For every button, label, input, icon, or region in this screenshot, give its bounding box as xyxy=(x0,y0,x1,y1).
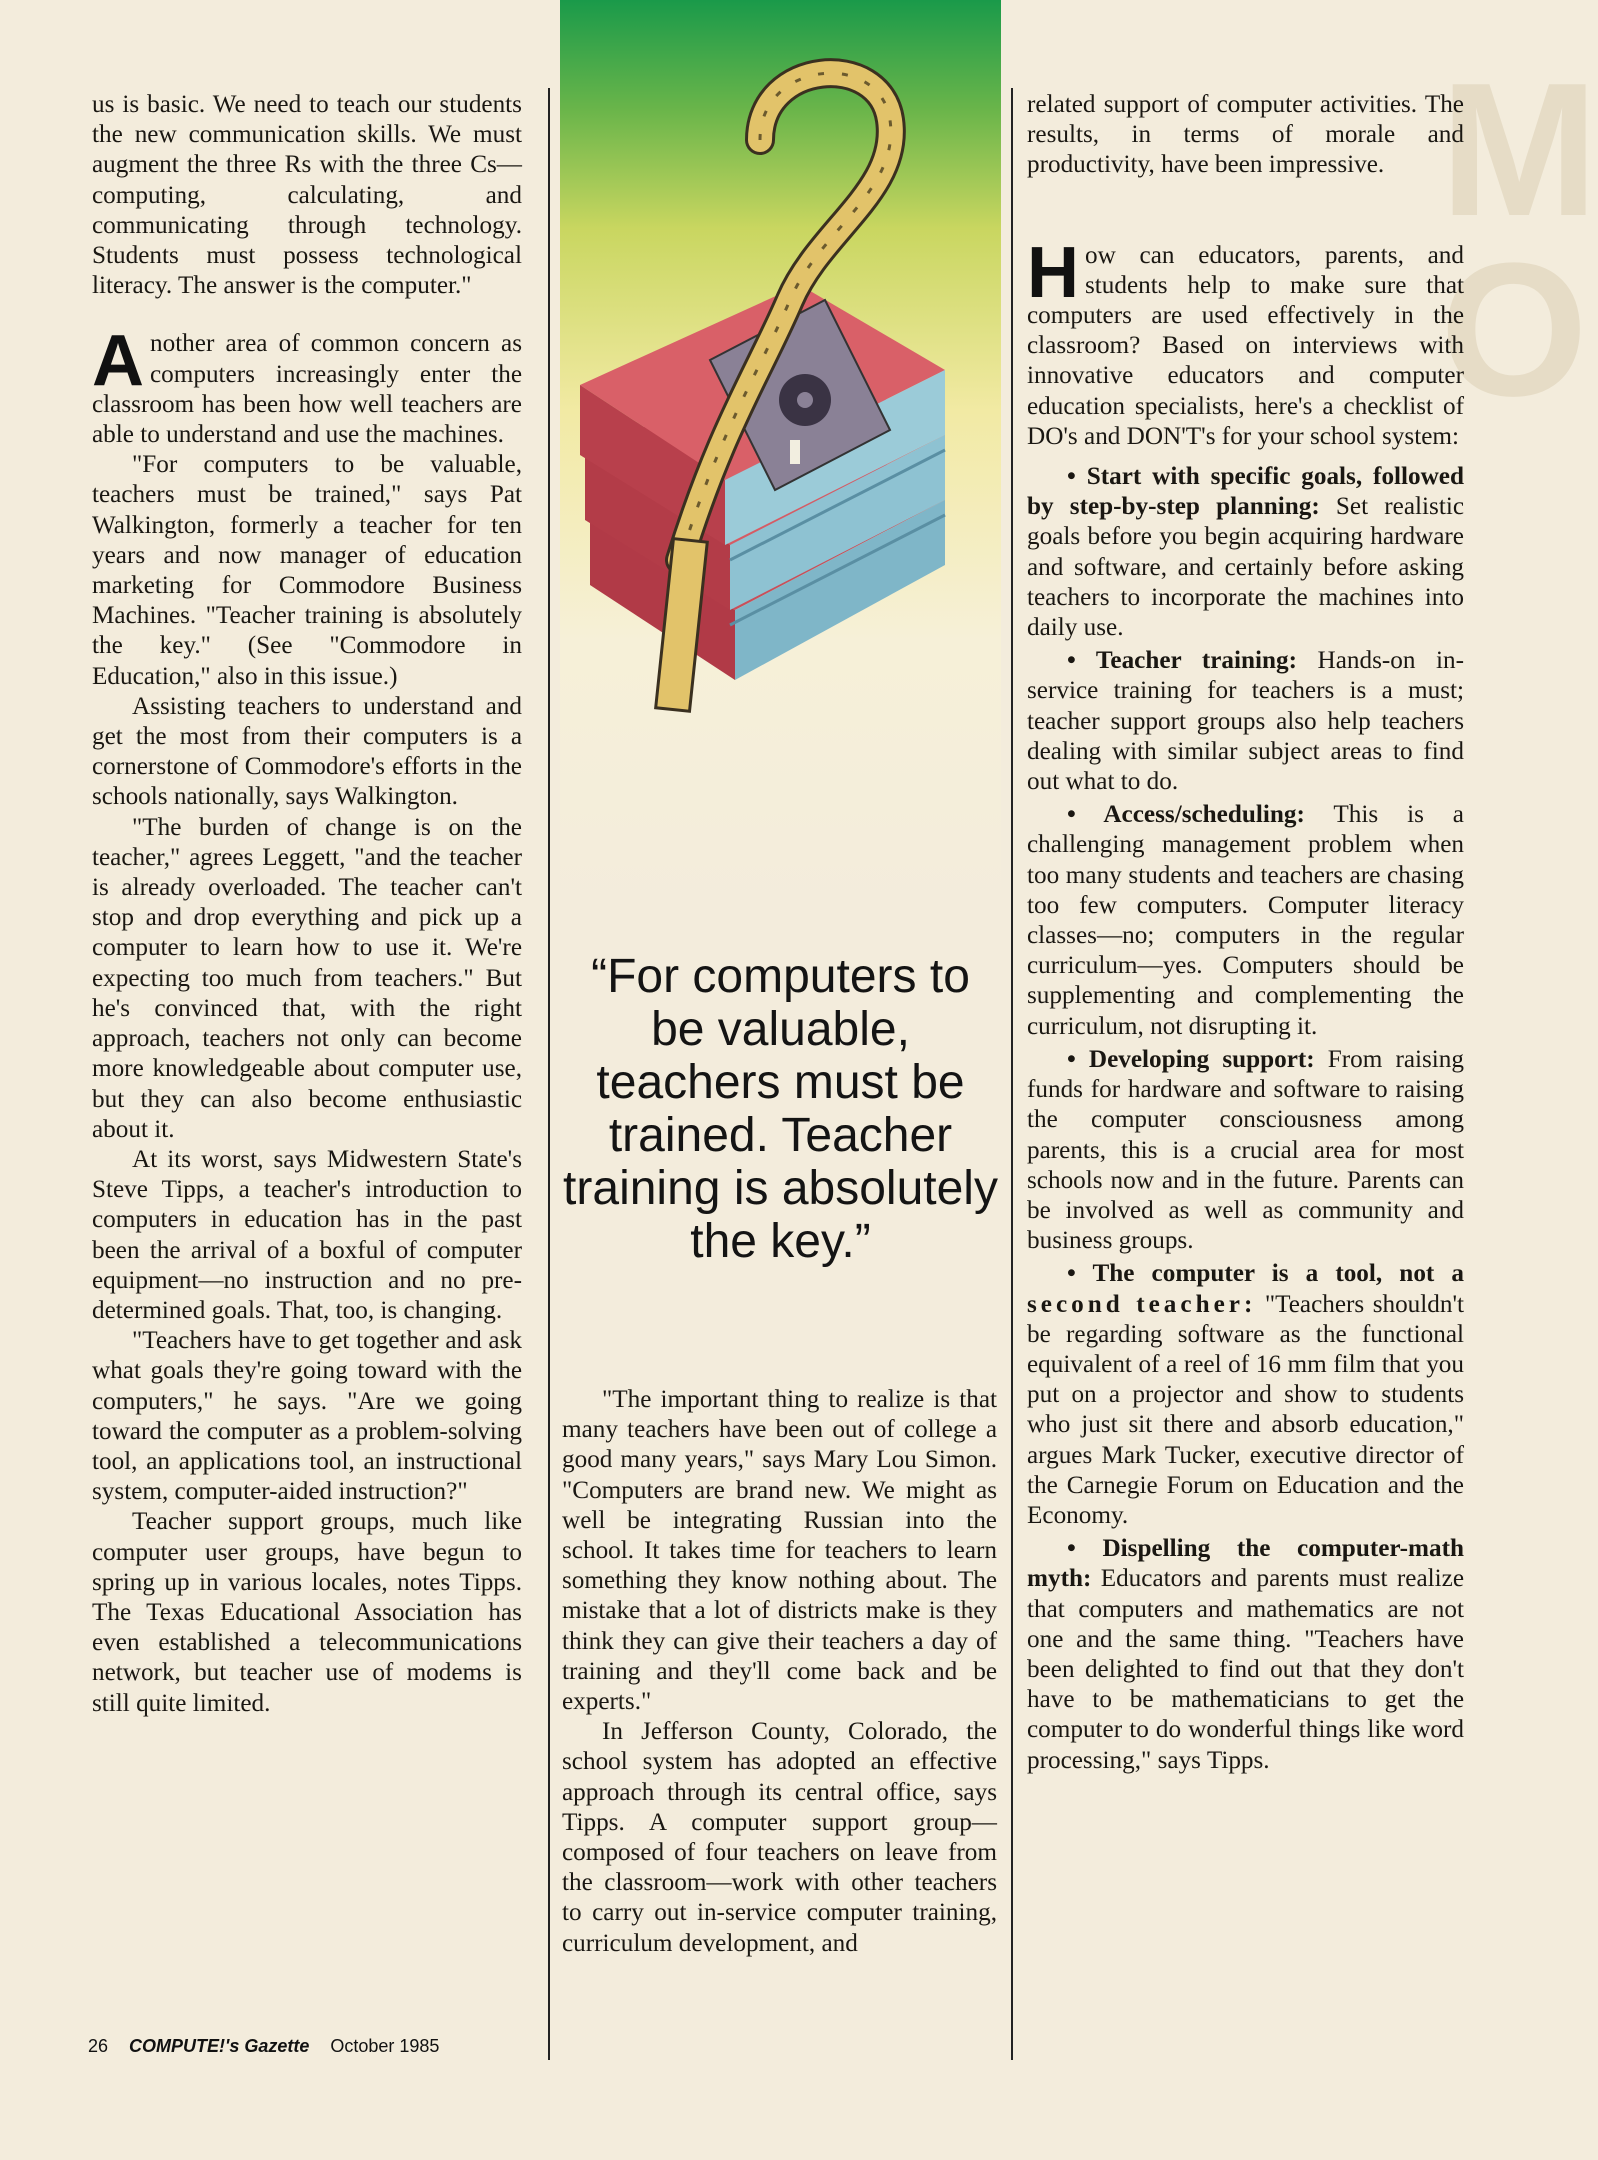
checklist-text: "Teachers shouldn't be regarding software as the functional equivalent of a reel of 16 mm film that you put on a projector and show to students who just sit there and absorb education," argues Mark Tucker, executive director of the Carnegie Forum on Education and the Economy. xyxy=(1027,1290,1464,1529)
faded-headline-letters: M O xyxy=(1440,44,1598,436)
checklist-item xyxy=(1027,1259,1464,1531)
paragraph-dropcap xyxy=(92,321,522,450)
checklist-heading-spaced: second teacher: xyxy=(1027,1290,1257,1318)
magazine-name: COMPUTE!'s Gazette xyxy=(129,2036,310,2056)
pull-quote: “For computers to be valuable, teachers must be trained. Teacher training is absolutely the key.” xyxy=(563,950,998,1268)
checklist-text: Set realistic goals before you begin acquiring hardware and software, and certainly before asking teachers to incorporate the machines into daily use. xyxy=(1027,493,1464,642)
illustration-panel xyxy=(560,0,1001,915)
checklist-item xyxy=(1027,1045,1464,1256)
paragraph: Teacher support groups, much like computer user groups, have begun to spring up in various locales, notes Tipps. The Texas Educational Association has even established a telecommunications network, but teacher use of modems is still quite limited. xyxy=(92,1508,522,1717)
column-right xyxy=(1027,90,1464,1776)
paragraph: "The important thing to realize is that many teachers have been out of college a good many years," says Mary Lou Simon. "Computers are brand new. We might as well be integrating Russian into the school. It takes time for teachers to learn something they know nothing about. The mistake that a lot of districts make is they think they can give their teachers a day of training and they'll come back and be experts." xyxy=(562,1386,997,1716)
drop-cap: A xyxy=(92,321,144,402)
checklist-heading: • Dispelling the computer-math myth: xyxy=(1027,1535,1464,1593)
checklist-item xyxy=(1027,1534,1464,1776)
paragraph-dropcap xyxy=(1027,232,1464,452)
paragraph: "The burden of change is on the teacher," agrees Leggett, "and the teacher is already overloaded. The teacher can't stop and drop everything and pick up a computer to learn how to use it. We're expecting too much from teachers." But he's convinced that, with the right approach, teachers not only can become more knowledgeable about computer use, but they can also become enthusiastic about it. xyxy=(92,813,522,1143)
checklist-item xyxy=(1027,462,1464,643)
books-floppy-question-illustration xyxy=(560,0,1001,915)
issue-date: October 1985 xyxy=(330,2036,440,2056)
column-middle xyxy=(562,1385,997,1959)
paragraph-text: ow can educators, parents, and students help to make sure that computers are used effectively in the classroom? Based on interviews with innovative educators and computer education specialists, here's a checklist of DO's and DON'T's for your school system: xyxy=(1027,241,1464,450)
checklist-text: From raising funds for hardware and software to raising the computer consciousness among parents, this is a crucial area for most schools now and in the future. Parents can be involved as well as community and business groups. xyxy=(1027,1045,1464,1255)
paragraph: us is basic. We need to teach our students the new communication skills. We must augment the three Rs with the three Cs—computing, calculating, and communicating through technology. Students must possess technological literacy. The answer is the computer." xyxy=(92,91,522,300)
checklist-item xyxy=(1027,646,1464,797)
checklist-text: Hands-on in-service training for teachers is a must; teacher support groups also help teachers dealing with similar subject areas to find out what to do. xyxy=(1027,647,1464,796)
paragraph: "Teachers have to get together and ask what goals they're going toward with the computers," he says. "Are we going toward the computer as a problem-solving tool, an applications tool, an instructional system, computer-aided instruction?" xyxy=(92,1327,522,1506)
checklist-heading: • Teacher training: xyxy=(1067,647,1297,675)
paragraph: "For computers to be valuable, teachers must be trained," says Pat Walkington, formerly a teacher for ten years and now manager of education marketing for Commodore Business Machines. "Teacher training is absolutely the key." (See "Commodore in Education," also in this issue.) xyxy=(92,451,522,690)
column-divider xyxy=(1011,88,1013,2060)
paragraph-text: nother area of common concern as computers increasingly enter the classroom has been how well teachers are able to understand and use the machines. xyxy=(92,330,522,449)
checklist-heading: • Start with specific goals, followed by step-by-step planning: xyxy=(1027,463,1464,521)
column-divider xyxy=(548,88,550,2060)
paragraph: related support of computer activities. The results, in terms of morale and productivity, have been impressive. xyxy=(1027,91,1464,179)
paragraph: In Jefferson County, Colorado, the school system has adopted an effective approach through its central office, says Tipps. A computer support group—composed of four teachers on leave from the classroom—work with other teachers to carry out in-service computer training, curriculum development, and xyxy=(562,1718,997,1957)
checklist-heading: • Developing support: xyxy=(1067,1045,1315,1073)
paragraph: At its worst, says Midwestern State's Steve Tipps, a teacher's introduction to computers in education has in the past been the arrival of a boxful of computer equipment—no instruction and no predetermined goals. That, too, is changing. xyxy=(92,1145,522,1324)
drop-cap: H xyxy=(1027,232,1079,313)
checklist-item xyxy=(1027,800,1464,1042)
page-number: 26 xyxy=(88,2036,109,2056)
column-left xyxy=(92,90,522,1719)
checklist-heading: • The computer is a tool, not a xyxy=(1067,1260,1464,1288)
checklist-text: Educators and parents must realize that computers and mathematics are not one and the same thing. "Teachers have been delighted to find out that they don't have to be mathematicians to get the computer to do wonderful things like word processing," says Tipps. xyxy=(1027,1565,1464,1774)
paragraph: Assisting teachers to understand and get the most from their computers is a cornerstone of Commodore's efforts in the schools nationally, says Walkington. xyxy=(92,692,522,811)
page-footer xyxy=(88,2036,455,2057)
checklist-heading: • Access/scheduling: xyxy=(1067,801,1305,829)
checklist-text: This is a challenging management problem when too many students and teachers are chasing too few computers. Computer literacy classes—no; computers in the regular curriculum—yes. Computers should be supplementing and complementing the curriculum, not disrupting it. xyxy=(1027,801,1464,1040)
